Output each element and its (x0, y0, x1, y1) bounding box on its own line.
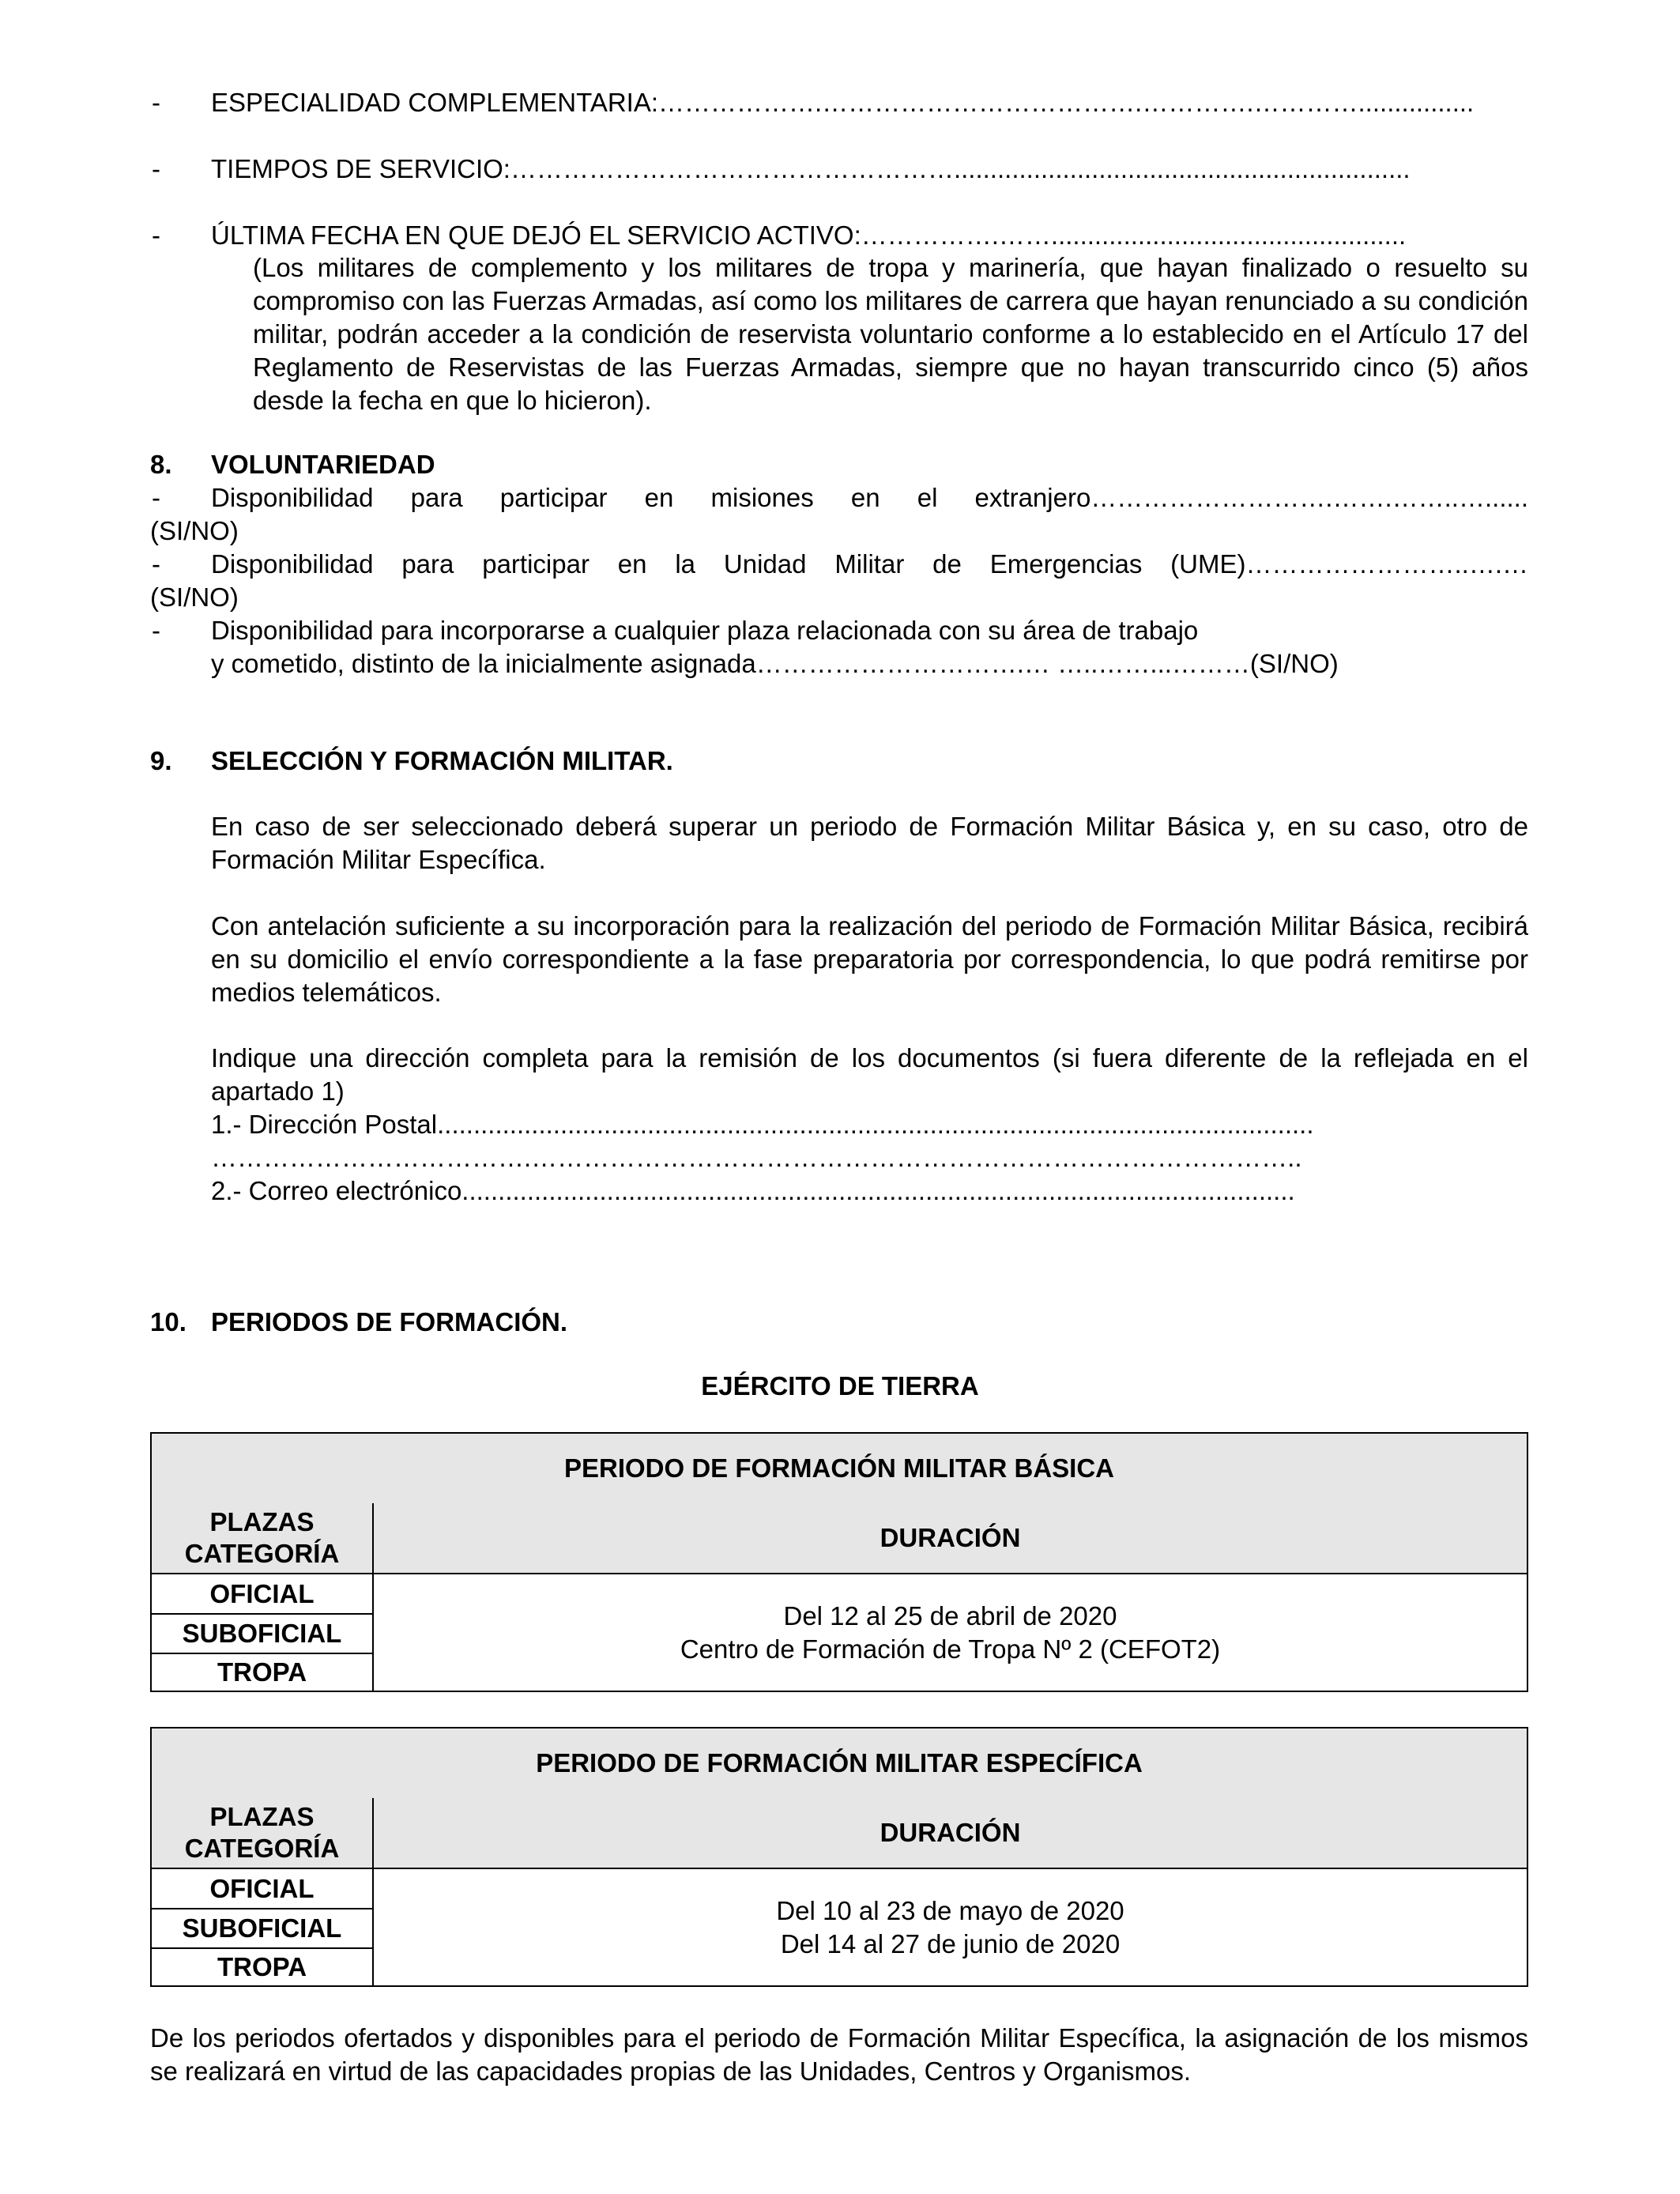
duracion-line: Del 14 al 27 de junio de 2020 (780, 1928, 1121, 1958)
dash: - (152, 221, 160, 250)
category-cell: OFICIAL (209, 1873, 315, 1903)
duracion-header: DURACIÓN (374, 1798, 1527, 1868)
voluntariedad-extranjero: Disponibilidad para participar en misiones en el extranjero……………………….…….……..…...... (211, 483, 1528, 512)
voluntariedad-ume-sino: (SI/NO) (150, 582, 239, 612)
categoria-column (152, 1503, 374, 1691)
voluntariedad-plaza-sino: y cometido, distinto de la inicialmente asignada………………………….… …..……...………(SI/NO) (211, 649, 1339, 678)
especialidad-field: ESPECIALIDAD COMPLEMENTARIA:……………….……………………………….………….…………................ (211, 88, 1475, 117)
reservista-note: (Los militares de complemento y los militares de tropa y marinería, que hayan finalizado o resuelto su compromiso con las Fuerzas Armadas, así como los militares de carrera que hayan renunciado a su condición militar, podrán acceder a la condición de reservista voluntario conforme a lo establecido en el Artículo 17 del Reglamento de Reservistas de las Fuerzas Armadas, siempre que no hayan transcurrido cinco (5) años desde la fecha en que lo hicieron). (253, 253, 1528, 415)
categoria-label: CATEGORÍA (184, 1834, 340, 1863)
section-10-title: PERIODOS DE FORMACIÓN. (211, 1307, 568, 1336)
dash: - (152, 616, 160, 645)
asignacion-footer: De los periodos ofertados y disponibles para el periodo de Formación Militar Específica, la asignación de los mismos se realizará en virtud de las capacidades propias de las Unidades, Centros y Organismos. (150, 2023, 1528, 2086)
formacion-basica-table (150, 1432, 1528, 1692)
table-header: PERIODO DE FORMACIÓN MILITAR BÁSICA (152, 1434, 1527, 1505)
section-9-number: 9. (150, 746, 172, 775)
category-cell: SUBOFICIAL (182, 1913, 342, 1943)
plazas-label: PLAZAS (209, 1802, 315, 1831)
seleccion-paragraph-2: Con antelación suficiente a su incorporación para la realización del periodo de Formación Militar Básica, recibirá en su domicilio el envío correspondiente a la fase preparatoria por correspondencia, lo que podrá remitirse por medios telemáticos. (211, 911, 1528, 1007)
section-8-title: VOLUNTARIEDAD (211, 450, 435, 479)
duracion-line: Del 12 al 25 de abril de 2020 (783, 1600, 1117, 1630)
duracion-header: DURACIÓN (374, 1503, 1527, 1573)
voluntariedad-plaza: Disponibilidad para incorporarse a cualquier plaza relacionada con su área de trabajo (211, 616, 1199, 645)
seleccion-paragraph-3: Indique una dirección completa para la remisión de los documentos (si fuera diferente de la reflejada en el apartado 1) (211, 1043, 1528, 1106)
section-8-number: 8. (150, 450, 172, 479)
category-cell: OFICIAL (209, 1578, 315, 1608)
direccion-postal-field: 1.- Dirección Postal......................................................................................................................... (211, 1110, 1314, 1139)
duracion-values (374, 1574, 1527, 1691)
seleccion-paragraph-1: En caso de ser seleccionado deberá superar un periodo de Formación Militar Básica y, en su caso, otro de Formación Militar Específica. (211, 812, 1528, 874)
section-9-title: SELECCIÓN Y FORMACIÓN MILITAR. (211, 746, 673, 775)
formacion-especifica-table (150, 1727, 1528, 1987)
dash: - (152, 483, 160, 512)
duracion-line: Del 10 al 23 de mayo de 2020 (776, 1895, 1124, 1925)
duracion-line: Centro de Formación de Tropa Nº 2 (CEFOT2) (680, 1634, 1221, 1664)
voluntariedad-extranjero-sino: (SI/NO) (150, 516, 239, 545)
ultima-fecha-field: ÚLTIMA FECHA EN QUE DEJÓ EL SERVICIO ACTIVO:…………….……................................................. (211, 221, 1407, 250)
dash: - (152, 88, 160, 117)
direccion-postal-continuation: ……………………………….…………………………………………………………………………….. (211, 1143, 1302, 1172)
categoria-label: CATEGORÍA (184, 1539, 340, 1568)
duracion-values (374, 1869, 1527, 1985)
table-header: PERIODO DE FORMACIÓN MILITAR ESPECÍFICA (152, 1728, 1527, 1800)
plazas-categoria-header (152, 1798, 372, 1868)
voluntariedad-ume: Disponibilidad para participar en la Unidad Militar de Emergencias (UME)……………………..….… (211, 549, 1528, 579)
correo-electronico-field: 2.- Correo electrónico................................................................................................................... (211, 1176, 1295, 1205)
categoria-column (152, 1798, 374, 1985)
category-cell: TROPA (217, 1952, 307, 1981)
category-cell: TROPA (217, 1657, 307, 1687)
dash: - (152, 549, 160, 579)
tiempos-field: TIEMPOS DE SERVICIO:……………………………………………............................................................... (211, 154, 1411, 183)
plazas-categoria-header (152, 1503, 372, 1573)
dash: - (152, 154, 160, 183)
ejercito-subtitle: EJÉRCITO DE TIERRA (701, 1371, 979, 1400)
section-10-number: 10. (150, 1307, 186, 1336)
plazas-label: PLAZAS (209, 1507, 315, 1536)
category-cell: SUBOFICIAL (182, 1619, 342, 1648)
